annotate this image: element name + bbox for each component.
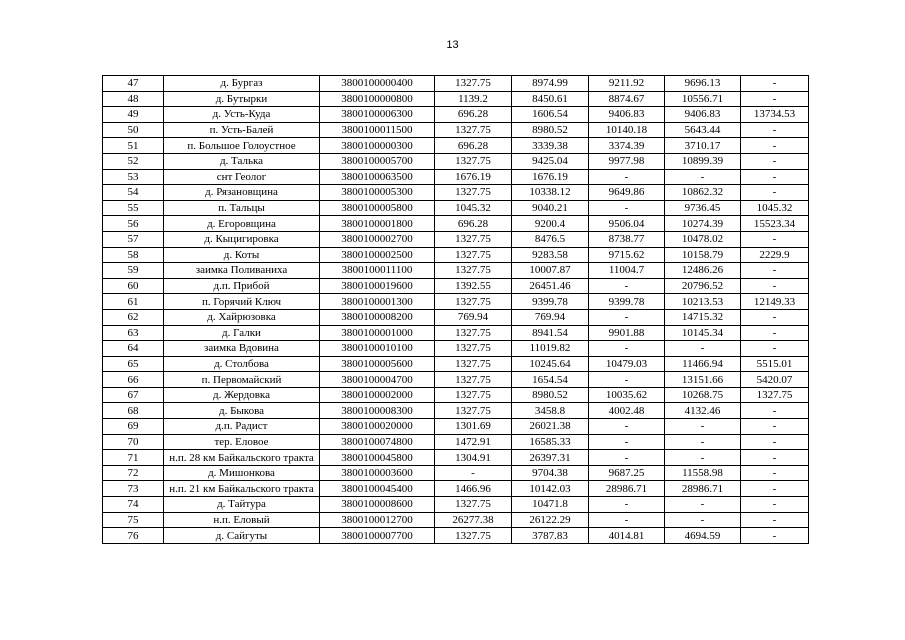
value-3-cell: 9211.92 [589,76,665,92]
code-cell: 3800100002500 [320,247,435,263]
value-5-cell: 5515.01 [741,356,809,372]
table-row [103,138,809,154]
value-5-cell: - [741,497,809,513]
value-4-cell: 9696.13 [665,76,741,92]
value-1-cell: 1327.75 [435,247,512,263]
value-2-cell: 9425.04 [512,153,589,169]
value-5-cell: - [741,91,809,107]
value-4-cell: 20796.52 [665,278,741,294]
value-2-cell: 10142.03 [512,481,589,497]
value-4-cell: 12486.26 [665,263,741,279]
value-2-cell: 9040.21 [512,200,589,216]
settlement-name-cell: п. Горячий Ключ [164,294,320,310]
code-cell: 3800100000400 [320,76,435,92]
value-1-cell: 1327.75 [435,185,512,201]
value-5-cell: - [741,403,809,419]
value-1-cell: 1301.69 [435,419,512,435]
value-3-cell: - [589,278,665,294]
settlement-name-cell: п. Большое Голоустное [164,138,320,154]
settlement-name-cell: д. Мишонкова [164,465,320,481]
value-1-cell: 1045.32 [435,200,512,216]
value-1-cell: 1304.91 [435,450,512,466]
value-5-cell: - [741,231,809,247]
settlement-name-cell: д.п. Радист [164,419,320,435]
value-2-cell: 9399.78 [512,294,589,310]
value-5-cell: 1327.75 [741,387,809,403]
value-5-cell: 5420.07 [741,372,809,388]
settlement-name-cell: заимка Поливаниха [164,263,320,279]
settlement-name-cell: д. Егоровщина [164,216,320,232]
value-5-cell: - [741,434,809,450]
row-number-cell: 75 [103,512,164,528]
settlement-name-cell: снт Геолог [164,169,320,185]
table-row [103,387,809,403]
table-row [103,200,809,216]
value-2-cell: 8980.52 [512,387,589,403]
row-number-cell: 61 [103,294,164,310]
settlement-name-cell: д. Бургаз [164,76,320,92]
value-5-cell: - [741,465,809,481]
value-1-cell: 1327.75 [435,76,512,92]
settlement-name-cell: п. Тальцы [164,200,320,216]
value-2-cell: 10245.64 [512,356,589,372]
value-5-cell: - [741,153,809,169]
value-2-cell: 769.94 [512,309,589,325]
value-3-cell: 9977.98 [589,153,665,169]
value-4-cell: - [665,497,741,513]
value-3-cell: 28986.71 [589,481,665,497]
table-row [103,325,809,341]
value-3-cell: 8874.67 [589,91,665,107]
value-5-cell: 1045.32 [741,200,809,216]
value-1-cell: 1327.75 [435,497,512,513]
value-4-cell: 5643.44 [665,122,741,138]
table-row [103,481,809,497]
table-row [103,356,809,372]
value-2-cell: 16585.33 [512,434,589,450]
value-2-cell: 8941.54 [512,325,589,341]
table-row [103,372,809,388]
value-2-cell: 3458.8 [512,403,589,419]
row-number-cell: 55 [103,200,164,216]
value-3-cell: - [589,372,665,388]
value-3-cell: 9687.25 [589,465,665,481]
code-cell: 3800100011100 [320,263,435,279]
value-3-cell: - [589,341,665,357]
value-5-cell: - [741,278,809,294]
settlement-name-cell: н.п. 28 км Байкальского тракта [164,450,320,466]
value-1-cell: - [435,465,512,481]
value-2-cell: 10007.87 [512,263,589,279]
value-1-cell: 769.94 [435,309,512,325]
value-5-cell: 13734.53 [741,107,809,123]
settlement-name-cell: д. Бутырки [164,91,320,107]
value-1-cell: 696.28 [435,107,512,123]
code-cell: 3800100001800 [320,216,435,232]
value-5-cell: - [741,512,809,528]
value-4-cell: 10556.71 [665,91,741,107]
table-row [103,107,809,123]
code-cell: 3800100002700 [320,231,435,247]
table-row [103,169,809,185]
settlement-name-cell: д. Талька [164,153,320,169]
value-1-cell: 1327.75 [435,325,512,341]
value-3-cell: 10035.62 [589,387,665,403]
value-3-cell: - [589,497,665,513]
data-table [102,75,809,544]
settlement-name-cell: д. Коты [164,247,320,263]
settlement-name-cell: д. Рязановщина [164,185,320,201]
value-5-cell: - [741,450,809,466]
row-number-cell: 57 [103,231,164,247]
row-number-cell: 69 [103,419,164,435]
value-5-cell: 2229.9 [741,247,809,263]
value-4-cell: 10274.39 [665,216,741,232]
value-3-cell: - [589,512,665,528]
code-cell: 3800100005300 [320,185,435,201]
settlement-name-cell: д. Усть-Куда [164,107,320,123]
value-1-cell: 1327.75 [435,231,512,247]
code-cell: 3800100006300 [320,107,435,123]
value-4-cell: 13151.66 [665,372,741,388]
settlement-name-cell: п. Первомайский [164,372,320,388]
settlement-name-cell: тер. Еловое [164,434,320,450]
value-2-cell: 9704.38 [512,465,589,481]
code-cell: 3800100063500 [320,169,435,185]
value-3-cell: 4014.81 [589,528,665,544]
value-5-cell: - [741,138,809,154]
settlement-name-cell: д. Хайрюзовка [164,309,320,325]
value-2-cell: 26021.38 [512,419,589,435]
settlement-name-cell: н.п. Еловый [164,512,320,528]
value-1-cell: 1327.75 [435,153,512,169]
row-number-cell: 67 [103,387,164,403]
value-4-cell: 10268.75 [665,387,741,403]
row-number-cell: 49 [103,107,164,123]
value-1-cell: 1327.75 [435,403,512,419]
row-number-cell: 50 [103,122,164,138]
row-number-cell: 59 [103,263,164,279]
row-number-cell: 64 [103,341,164,357]
value-3-cell: - [589,200,665,216]
value-3-cell: - [589,309,665,325]
row-number-cell: 56 [103,216,164,232]
code-cell: 3800100074800 [320,434,435,450]
value-2-cell: 3787.83 [512,528,589,544]
value-3-cell: 9901.88 [589,325,665,341]
value-5-cell: - [741,481,809,497]
value-4-cell: - [665,341,741,357]
code-cell: 3800100008200 [320,309,435,325]
value-2-cell: 26122.29 [512,512,589,528]
value-5-cell: - [741,528,809,544]
row-number-cell: 51 [103,138,164,154]
code-cell: 3800100003600 [320,465,435,481]
value-3-cell: 10140.18 [589,122,665,138]
row-number-cell: 58 [103,247,164,263]
value-4-cell: 11558.98 [665,465,741,481]
value-2-cell: 3339.38 [512,138,589,154]
settlement-name-cell: д. Галки [164,325,320,341]
value-5-cell: 12149.33 [741,294,809,310]
table-row [103,122,809,138]
settlement-name-cell: д. Жердовка [164,387,320,403]
code-cell: 3800100005800 [320,200,435,216]
code-cell: 3800100007700 [320,528,435,544]
value-5-cell: - [741,169,809,185]
code-cell: 3800100005600 [320,356,435,372]
value-3-cell: - [589,434,665,450]
value-4-cell: 9406.83 [665,107,741,123]
value-2-cell: 11019.82 [512,341,589,357]
code-cell: 3800100020000 [320,419,435,435]
value-2-cell: 1654.54 [512,372,589,388]
value-2-cell: 9283.58 [512,247,589,263]
value-5-cell: - [741,76,809,92]
table-row [103,512,809,528]
code-cell: 3800100019600 [320,278,435,294]
row-number-cell: 71 [103,450,164,466]
code-cell: 3800100008600 [320,497,435,513]
value-2-cell: 9200.4 [512,216,589,232]
value-3-cell: - [589,169,665,185]
table-row [103,185,809,201]
settlement-name-cell: д. Столбова [164,356,320,372]
value-4-cell: - [665,512,741,528]
settlement-name-cell: п. Усть-Балей [164,122,320,138]
code-cell: 3800100004700 [320,372,435,388]
value-4-cell: 3710.17 [665,138,741,154]
value-5-cell: - [741,309,809,325]
table-row [103,91,809,107]
row-number-cell: 65 [103,356,164,372]
row-number-cell: 53 [103,169,164,185]
row-number-cell: 48 [103,91,164,107]
value-4-cell: - [665,434,741,450]
value-1-cell: 1466.96 [435,481,512,497]
value-3-cell: 9506.04 [589,216,665,232]
code-cell: 3800100000300 [320,138,435,154]
value-4-cell: 14715.32 [665,309,741,325]
value-1-cell: 1676.19 [435,169,512,185]
table-row [103,528,809,544]
value-5-cell: - [741,325,809,341]
value-3-cell: 8738.77 [589,231,665,247]
value-2-cell: 26397.31 [512,450,589,466]
value-5-cell: 15523.34 [741,216,809,232]
table-row [103,341,809,357]
value-1-cell: 1139.2 [435,91,512,107]
value-3-cell: 9649.86 [589,185,665,201]
code-cell: 3800100001300 [320,294,435,310]
value-4-cell: - [665,450,741,466]
table-row [103,247,809,263]
value-1-cell: 26277.38 [435,512,512,528]
settlement-name-cell: заимка Вдовина [164,341,320,357]
value-1-cell: 1327.75 [435,356,512,372]
value-2-cell: 8450.61 [512,91,589,107]
row-number-cell: 72 [103,465,164,481]
value-5-cell: - [741,419,809,435]
value-3-cell: - [589,419,665,435]
value-3-cell: 9406.83 [589,107,665,123]
value-1-cell: 1327.75 [435,263,512,279]
row-number-cell: 70 [103,434,164,450]
settlement-name-cell: д. Быкова [164,403,320,419]
table-row [103,450,809,466]
code-cell: 3800100010100 [320,341,435,357]
row-number-cell: 66 [103,372,164,388]
settlement-name-cell: д. Кыцигировка [164,231,320,247]
value-5-cell: - [741,122,809,138]
value-1-cell: 1327.75 [435,372,512,388]
settlement-name-cell: н.п. 21 км Байкальского тракта [164,481,320,497]
row-number-cell: 54 [103,185,164,201]
row-number-cell: 62 [103,309,164,325]
value-4-cell: - [665,169,741,185]
table-row [103,76,809,92]
value-4-cell: 4132.46 [665,403,741,419]
value-2-cell: 1606.54 [512,107,589,123]
value-3-cell: 10479.03 [589,356,665,372]
value-1-cell: 1327.75 [435,341,512,357]
value-4-cell: 10213.53 [665,294,741,310]
value-4-cell: 10862.32 [665,185,741,201]
value-4-cell: 10478.02 [665,231,741,247]
code-cell: 3800100002000 [320,387,435,403]
value-2-cell: 8980.52 [512,122,589,138]
code-cell: 3800100001000 [320,325,435,341]
value-3-cell: 3374.39 [589,138,665,154]
value-2-cell: 8476.5 [512,231,589,247]
value-5-cell: - [741,263,809,279]
value-4-cell: 10145.34 [665,325,741,341]
code-cell: 3800100045400 [320,481,435,497]
code-cell: 3800100008300 [320,403,435,419]
value-2-cell: 10471.8 [512,497,589,513]
table-row [103,434,809,450]
row-number-cell: 52 [103,153,164,169]
row-number-cell: 74 [103,497,164,513]
table-row [103,419,809,435]
value-3-cell: 11004.7 [589,263,665,279]
table-row [103,403,809,419]
table-row [103,497,809,513]
value-1-cell: 1472.91 [435,434,512,450]
value-3-cell: 9715.62 [589,247,665,263]
value-1-cell: 1392.55 [435,278,512,294]
value-4-cell: 11466.94 [665,356,741,372]
value-3-cell: - [589,450,665,466]
code-cell: 3800100005700 [320,153,435,169]
value-1-cell: 1327.75 [435,294,512,310]
table-row [103,309,809,325]
row-number-cell: 60 [103,278,164,294]
value-1-cell: 696.28 [435,216,512,232]
value-1-cell: 696.28 [435,138,512,154]
value-2-cell: 26451.46 [512,278,589,294]
table-row [103,231,809,247]
value-2-cell: 1676.19 [512,169,589,185]
settlement-name-cell: д.п. Прибой [164,278,320,294]
row-number-cell: 76 [103,528,164,544]
value-4-cell: - [665,419,741,435]
row-number-cell: 68 [103,403,164,419]
value-4-cell: 4694.59 [665,528,741,544]
settlement-name-cell: д. Тайтура [164,497,320,513]
code-cell: 3800100000800 [320,91,435,107]
settlement-name-cell: д. Сайгуты [164,528,320,544]
code-cell: 3800100011500 [320,122,435,138]
value-1-cell: 1327.75 [435,528,512,544]
table-row [103,294,809,310]
value-1-cell: 1327.75 [435,122,512,138]
table-row [103,278,809,294]
value-5-cell: - [741,185,809,201]
value-2-cell: 10338.12 [512,185,589,201]
row-number-cell: 63 [103,325,164,341]
table-row [103,153,809,169]
value-4-cell: 10899.39 [665,153,741,169]
page-number: 13 [446,39,459,51]
value-3-cell: 9399.78 [589,294,665,310]
row-number-cell: 73 [103,481,164,497]
value-5-cell: - [741,341,809,357]
code-cell: 3800100012700 [320,512,435,528]
value-4-cell: 9736.45 [665,200,741,216]
value-2-cell: 8974.99 [512,76,589,92]
table-row [103,216,809,232]
value-4-cell: 28986.71 [665,481,741,497]
table-row [103,465,809,481]
table-row [103,263,809,279]
value-3-cell: 4002.48 [589,403,665,419]
row-number-cell: 47 [103,76,164,92]
value-1-cell: 1327.75 [435,387,512,403]
code-cell: 3800100045800 [320,450,435,466]
value-4-cell: 10158.79 [665,247,741,263]
